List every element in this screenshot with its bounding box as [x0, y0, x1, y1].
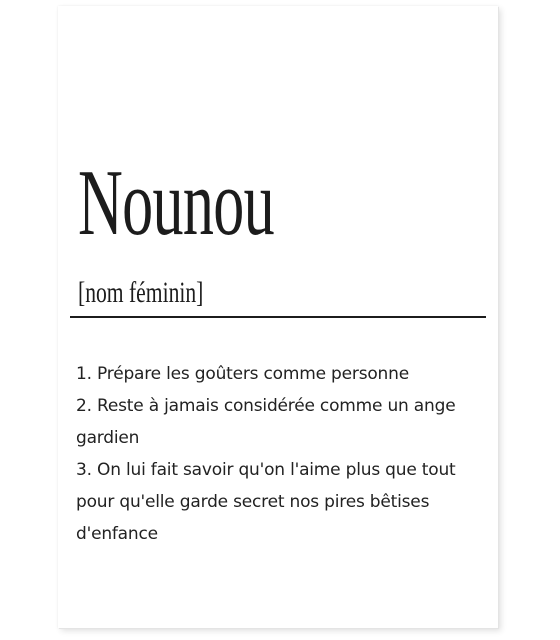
entry-word: Nounou — [78, 151, 274, 255]
divider-rule — [70, 316, 486, 318]
entry-grammar: [nom féminin] — [78, 276, 204, 309]
definition-item-1: 1. Prépare les goûters comme personne — [76, 364, 409, 384]
definition-item-3: 3. On lui fait savoir qu'on l'aime plus que tout pour qu'elle garde secret nos pires bêtises d'enfance — [76, 460, 456, 544]
definition-item-2: 2. Reste à jamais considérée comme un ange gardien — [76, 396, 456, 448]
definitions-list — [76, 358, 476, 550]
definition-poster — [58, 6, 498, 628]
